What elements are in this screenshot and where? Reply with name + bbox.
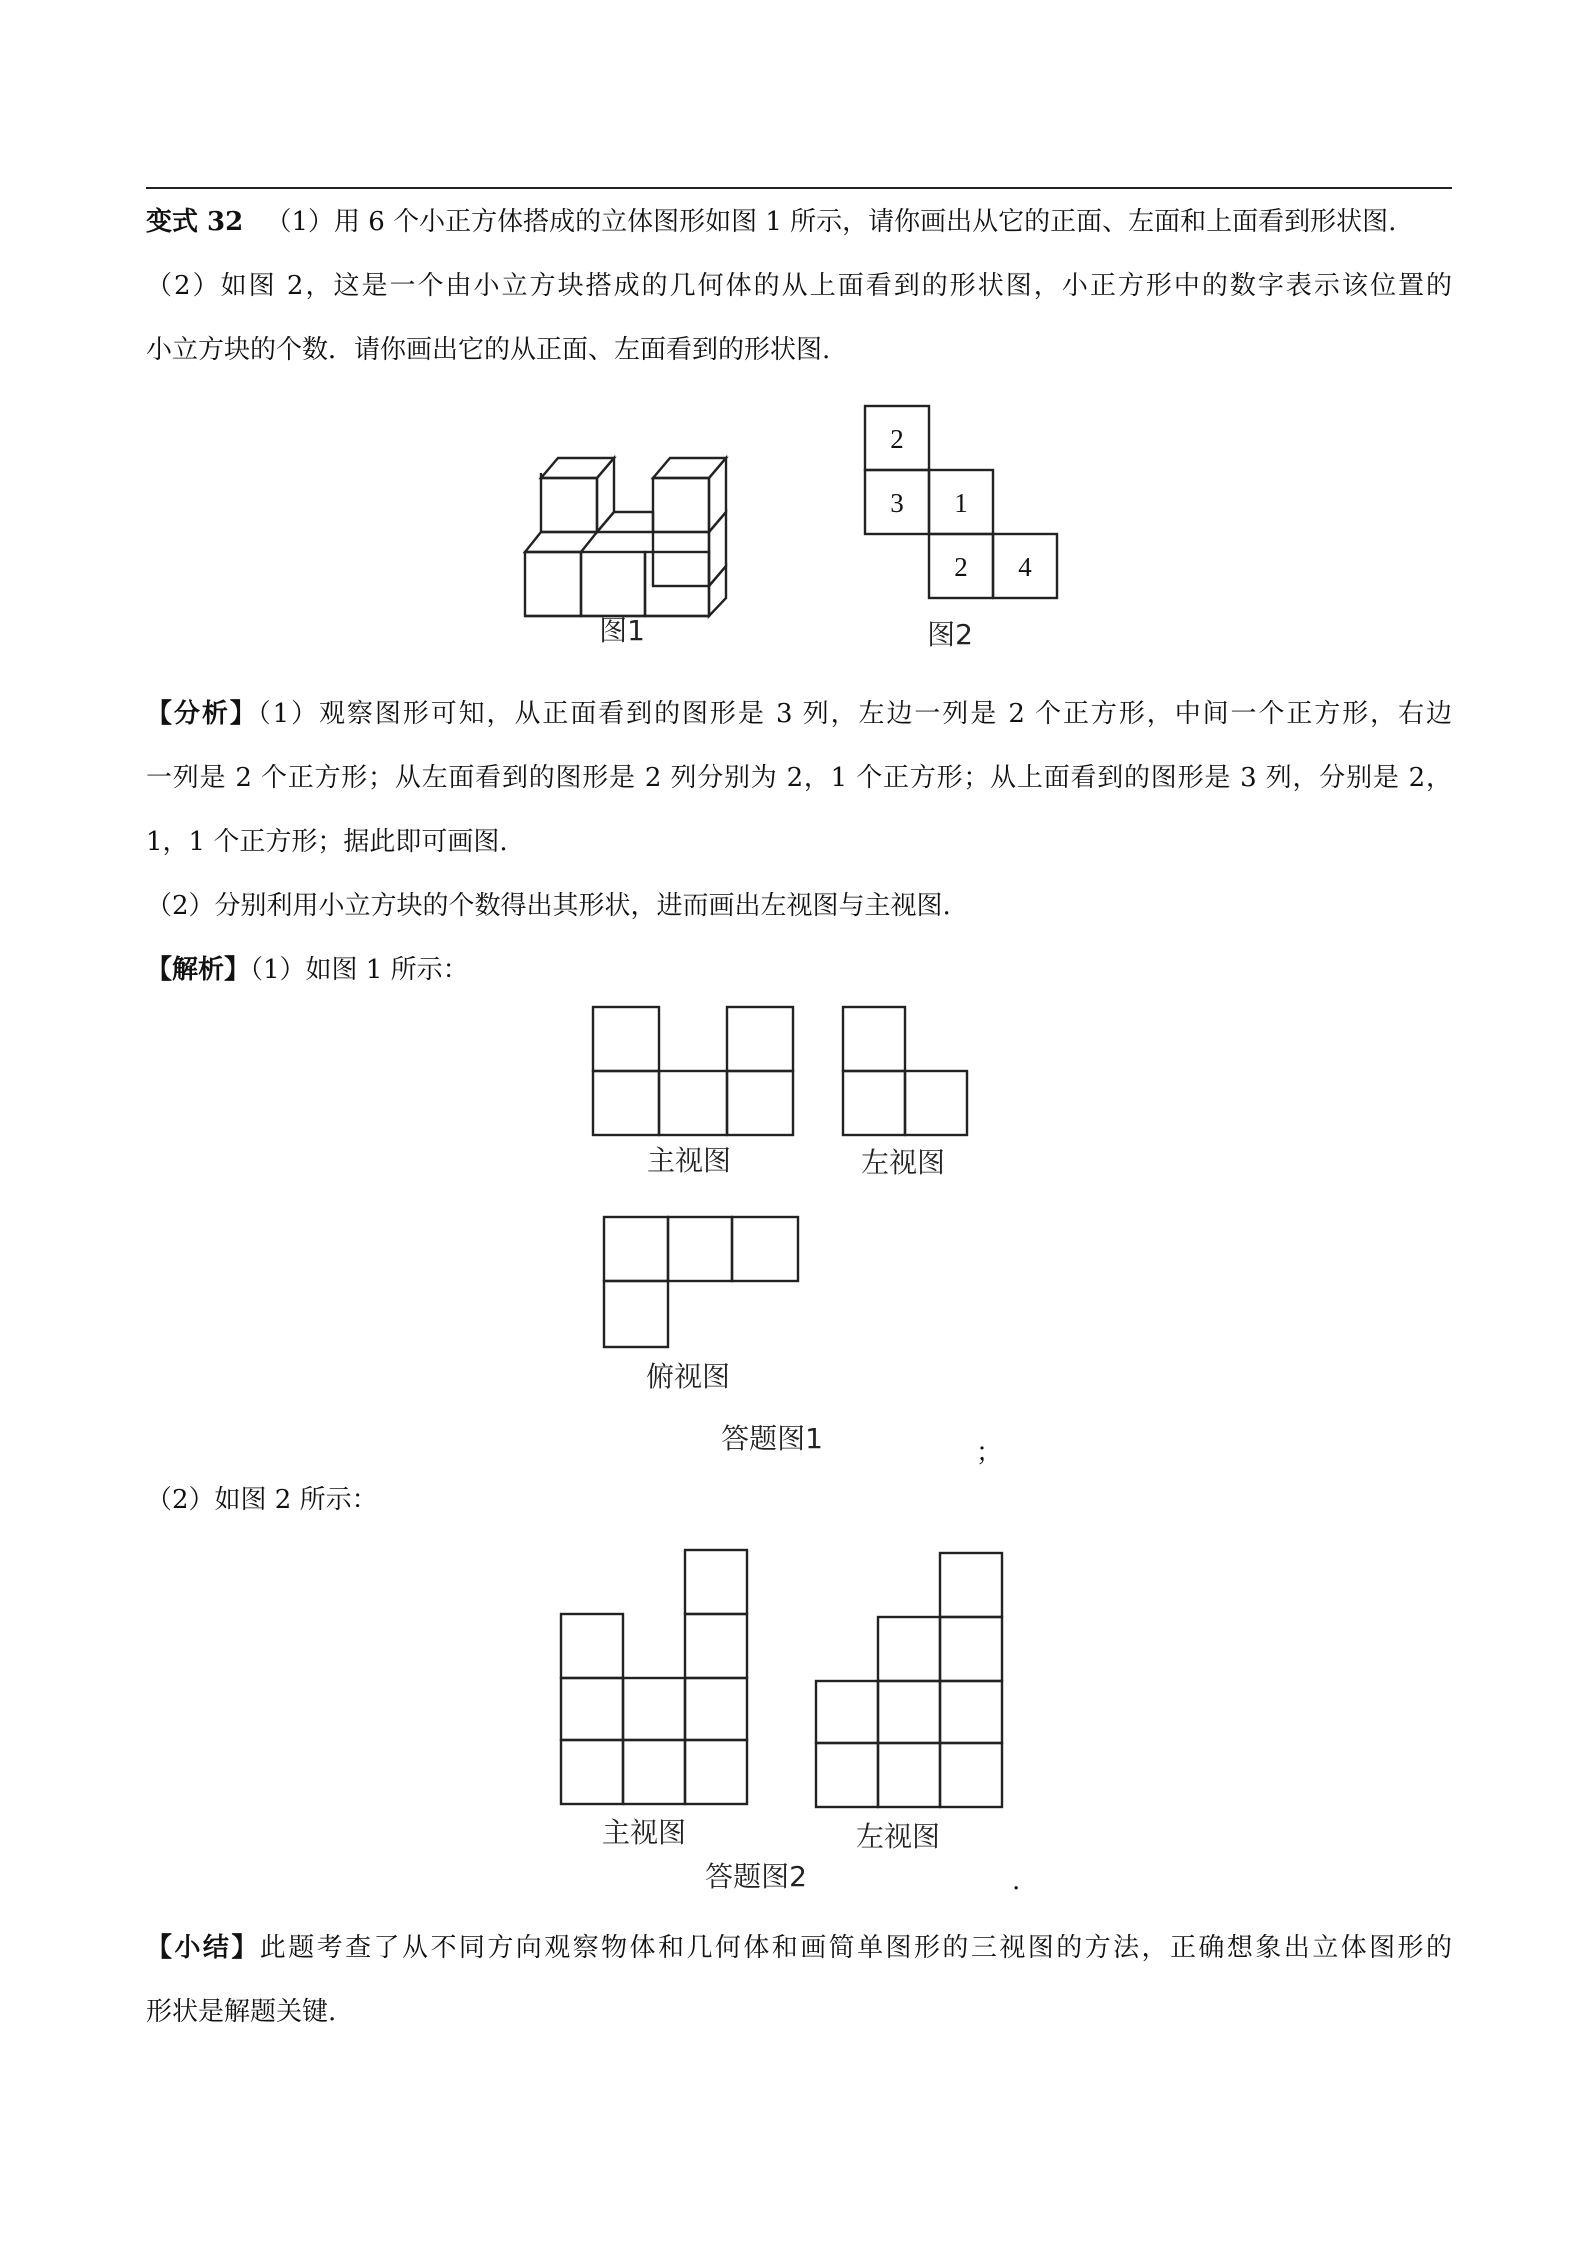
answer-2-front-view [561, 1550, 747, 1804]
solution-line-1 [146, 952, 469, 988]
answer-2-left-caption: 左视图 [855, 1820, 941, 1853]
solution-label: 【解析】 [146, 955, 251, 985]
answer-2-period: . [1012, 1866, 1021, 1896]
summary-line-2: 形状是解题关键. [146, 1997, 337, 2027]
answer-1-front-caption: 主视图 [646, 1144, 732, 1177]
solution-part-2: （2）如图 2 所示： [146, 1485, 378, 1515]
answer-1-left-view [843, 1007, 967, 1135]
analysis-label: 【分析】 [146, 699, 258, 729]
figure-2-caption: 图2 [927, 618, 973, 651]
figure-2-cell-number: 2 [954, 552, 968, 582]
analysis-line-3: 1，1 个正方形；据此即可画图. [146, 827, 508, 857]
answer-2-left-view [816, 1553, 1002, 1807]
analysis-line-4: （2）分别利用小立方块的个数得出其形状，进而画出左视图与主视图. [146, 891, 951, 921]
answer-1-front-view [593, 1007, 793, 1135]
figure-2-cell-number: 4 [1018, 552, 1032, 582]
problem-line-2: （2）如图 2，这是一个由小立方块搭成的几何体的从上面看到的形状图，小正方形中的数字表示该位置的 [146, 271, 1452, 301]
figure-1-caption: 图1 [599, 614, 645, 647]
solution-part-1: （1）如图 1 所示： [250, 955, 469, 985]
summary-line-1 [146, 1930, 1452, 1966]
figure-2-cell-number: 2 [890, 424, 904, 454]
answer-1-top-view [604, 1217, 798, 1347]
answer-1-title: 答题图1 [721, 1422, 823, 1455]
figure-1-cubes [525, 458, 726, 616]
figure-2-cell-number: 1 [954, 488, 968, 518]
problem-label: 变式 32 [146, 207, 244, 237]
summary-label: 【小结】 [146, 1933, 260, 1963]
problem-line-3: 小立方块的个数．请你画出它的从正面、左面看到的形状图. [146, 335, 831, 365]
figure-2-cell-number: 3 [890, 488, 904, 518]
problem-text-1: （1）用 6 个小正方体搭成的立体图形如图 1 所示，请你画出从它的正面、左面和上面看到形状图. [265, 207, 1397, 237]
summary-text-1: 此题考查了从不同方向观察物体和几何体和画简单图形的三视图的方法，正确想象出立体图形的 [259, 1933, 1452, 1963]
analysis-text-1: （1）观察图形可知，从正面看到的图形是 3 列，左边一列是 2 个正方形，中间一个正方形，右边 [257, 699, 1452, 729]
answer-2-title: 答题图2 [705, 1860, 807, 1893]
answer-1-top-caption: 俯视图 [645, 1360, 731, 1393]
answer-1-semicolon: ； [976, 1438, 1003, 1468]
analysis-line-2: 一列是 2 个正方形；从左面看到的图形是 2 列分别为 2，1 个正方形；从上面看到的图形是 3 列，分别是 2， [146, 763, 1452, 793]
analysis-line-1 [146, 696, 1452, 732]
answer-2-front-caption: 主视图 [601, 1816, 687, 1849]
answer-1-left-caption: 左视图 [860, 1146, 946, 1179]
